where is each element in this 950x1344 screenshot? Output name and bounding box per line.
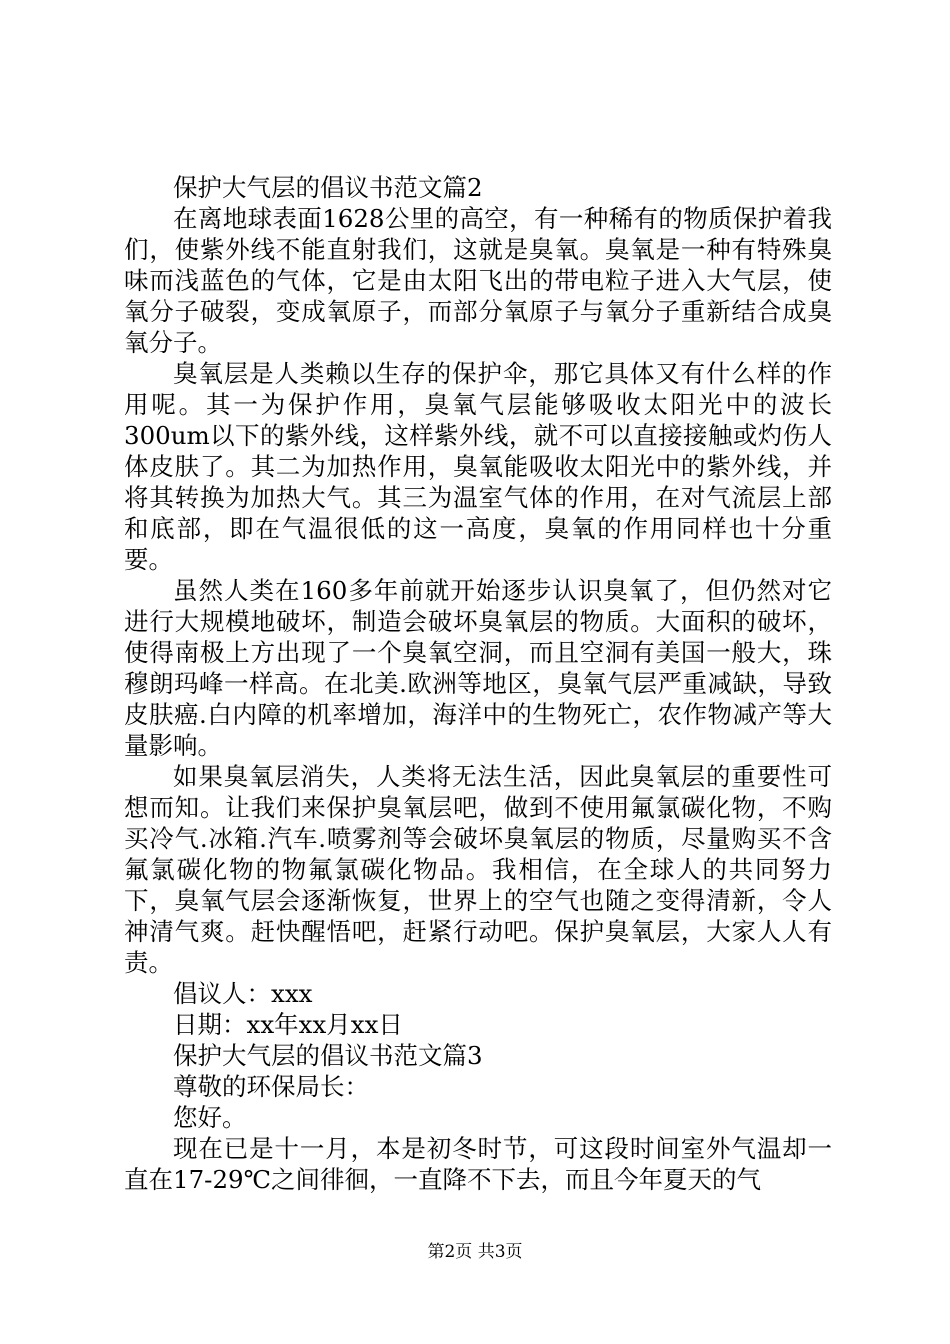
- document-body: [124, 172, 832, 1195]
- proposer-line: 倡议人：xxx: [173, 979, 313, 1008]
- greeting-line: 您好。: [173, 1103, 247, 1132]
- section-heading-3: 保护大气层的倡议书范文篇3: [173, 1041, 483, 1070]
- salutation-line: 尊敬的环保局长：: [173, 1072, 369, 1101]
- date-line: 日期：xx年xx月xx日: [173, 1010, 403, 1039]
- paragraph-weather: 现在已是十一月，本是初冬时节，可这段时间室外气温却一直在17-29℃之间徘徊，一直降不下去，而且今年夏天的气: [124, 1134, 832, 1194]
- paragraph-ozone-damage: 虽然人类在160多年前就开始逐步认识臭氧了，但仍然对它进行大规模地破坏，制造会破坏臭氧层的物质。大面积的破坏，使得南极上方出现了一个臭氧空洞，而且空洞有美国一般大，珠穆朗玛峰一样高。在北美.欧洲等地区，臭氧气层严重减缺，导致皮肤癌.白内障的机率增加，海洋中的生物死亡，农作物减产等大量影响。: [124, 576, 832, 760]
- page-footer: 第2页 共3页: [427, 1242, 523, 1262]
- paragraph-ozone-functions: 臭氧层是人类赖以生存的保护伞，那它具体又有什么样的作用呢。其一为保护作用，臭氧气层能够吸收太阳光中的波长300um以下的紫外线，这样紫外线，就不可以直接接触或灼伤人体皮肤了。其二为加热作用，臭氧能吸收太阳光中的紫外线，并将其转换为加热大气。其三为温室气体的作用，在对气流层上部和底部，即在气温很低的这一高度，臭氧的作用同样也十分重要。: [124, 359, 832, 574]
- paragraph-call-to-action: 如果臭氧层消失，人类将无法生活，因此臭氧层的重要性可想而知。让我们来保护臭氧层吧，做到不使用氟氯碳化物，不购买冷气.冰箱.汽车.喷雾剂等会破坏臭氧层的物质，尽量购买不含氟氯碳化物的物氟氯碳化物品。我相信，在全球人的共同努力下，臭氧气层会逐渐恢复，世界上的空气也随之变得清新，令人神清气爽。赶快醒悟吧，赶紧行动吧。保护臭氧层，大家人人有责。: [124, 762, 832, 977]
- section-heading-2: 保护大气层的倡议书范文篇2: [173, 173, 483, 202]
- paragraph-ozone-intro: 在离地球表面1628公里的高空，有一种稀有的物质保护着我们，使紫外线不能直射我们，这就是臭氧。臭氧是一种有特殊臭味而浅蓝色的气体，它是由太阳飞出的带电粒子进入大气层，使氧分子破裂，变成氧原子，而部分氧原子与氧分子重新结合成臭氧分子。: [124, 204, 832, 357]
